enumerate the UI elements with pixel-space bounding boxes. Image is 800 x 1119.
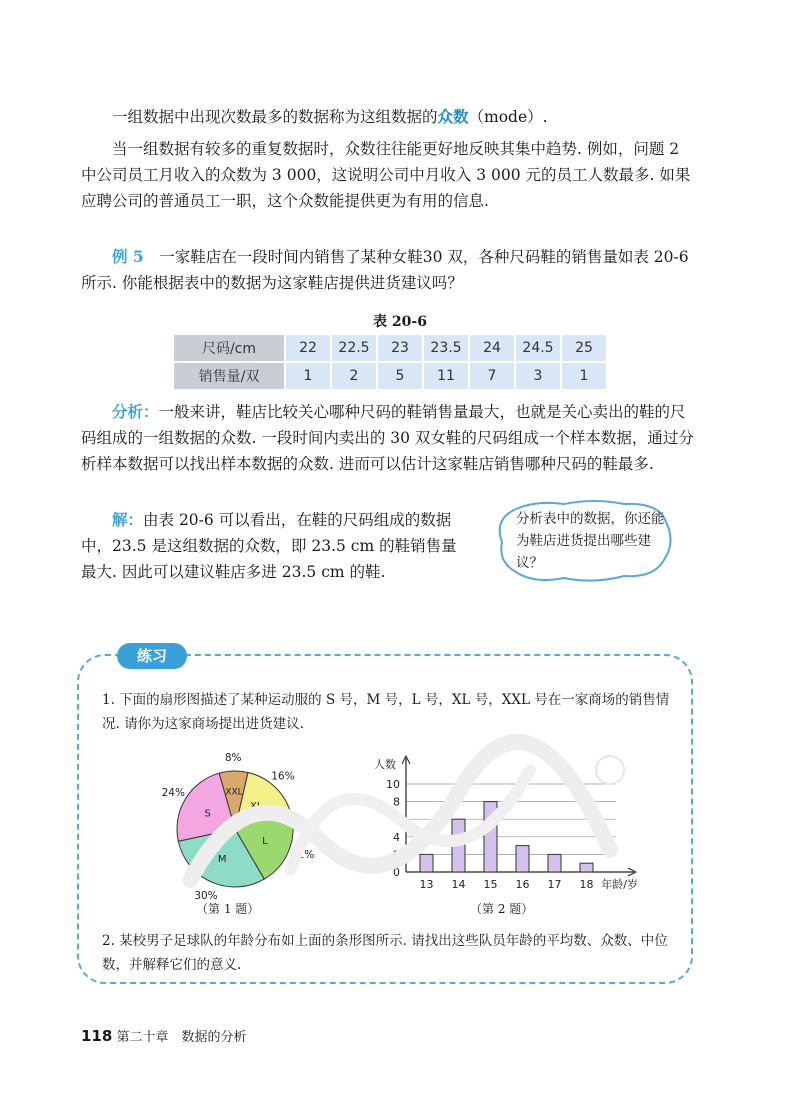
solution-label: 解： — [112, 510, 144, 529]
slice-label: XXL — [225, 787, 243, 798]
example-label: 例 5 — [112, 247, 144, 266]
row-header-size: 尺码/cm — [174, 335, 284, 361]
bubble-text: 分析表中的数据，你还能为鞋店进货提出哪些建议？ — [516, 511, 665, 571]
slice-percent-label: 30% — [194, 889, 218, 902]
y-tick-label: 10 — [386, 778, 400, 791]
table-row — [174, 335, 606, 361]
x-tick-label: 13 — [419, 878, 434, 891]
exercise-q1: 1. 下面的扇形图描述了某种运动服的 S 号，M 号，L 号，XL 号，XXL 号在一家商场的销售情况. 请你为这家商场提出进货建议. — [102, 692, 670, 732]
table-cell: 24.5 — [516, 335, 560, 361]
publisher-watermark — [170, 730, 640, 900]
slice-percent-label: 16% — [271, 770, 295, 783]
table-cell: 3 — [516, 363, 560, 389]
table-cell: 2 — [332, 363, 376, 389]
size-sales-table — [172, 333, 608, 391]
table-cell: 24 — [470, 335, 514, 361]
definition-suffix: （mode）. — [468, 108, 548, 126]
table-row — [174, 363, 606, 389]
mode-definition — [81, 104, 721, 130]
chapter-title: 第二十章 数据的分析 — [116, 1030, 247, 1045]
table-cell: 22.5 — [332, 335, 376, 361]
mode-explanation: 当一组数据有较多的重复数据时，众数往往能更好地反映其集中趋势. 例如，问题 2 中公司员工月收入的众数为 3 000，这说明公司中月收入 3 000 元的员工人数最多. 如果应聘公司的普通员工一职，这个众数能提供更为有用的信息. — [81, 140, 691, 210]
slice-label: M — [217, 854, 227, 866]
x-tick-label: 14 — [451, 878, 466, 891]
exercise-tag: 练习 — [117, 643, 187, 669]
page-footer — [81, 1026, 246, 1045]
table-cell: 5 — [378, 363, 422, 389]
table-cell: 23 — [378, 335, 422, 361]
slice-percent-label: 24% — [161, 786, 185, 799]
term-mode: 众数 — [437, 107, 469, 126]
y-tick-label: 4 — [393, 830, 400, 844]
slice-percent-label: 22% — [290, 848, 315, 861]
chart2-caption: （第 2 题） — [470, 902, 534, 916]
y-tick-label: 0 — [393, 866, 400, 879]
example-5 — [81, 244, 695, 296]
page-number: 118 — [81, 1027, 113, 1045]
x-tick-label: 18 — [579, 878, 594, 891]
analysis-label: 分析： — [112, 402, 159, 421]
x-tick-label: 15 — [483, 878, 498, 891]
table-cell: 1 — [286, 363, 330, 389]
slice-label: XL — [250, 801, 263, 813]
table-caption: 表 20-6 — [373, 314, 427, 330]
y-tick-label: 2 — [393, 848, 400, 862]
table-cell: 22 — [286, 335, 330, 361]
exercise-q2: 2. 某校男子足球队的年龄分布如上面的条形图所示. 请找出这些队员年龄的平均数、众数、中位数，并解释它们的意义. — [102, 933, 668, 973]
analysis — [81, 399, 695, 477]
table-cell: 7 — [470, 363, 514, 389]
slice-percent-label: 8% — [224, 752, 242, 765]
solution — [81, 507, 471, 585]
x-tick-label: 17 — [547, 878, 562, 891]
slice-label: L — [262, 835, 268, 847]
table-cell: 1 — [562, 363, 606, 389]
x-tick-label: 16 — [515, 878, 530, 891]
table-cell: 23.5 — [424, 335, 468, 361]
solution-text: 由表 20-6 可以看出，在鞋的尺码组成的数据中，23.5 是这组数据的众数，即 23.5 cm 的鞋销售量最大. 因此可以建议鞋店多进 23.5 cm 的鞋. — [81, 511, 457, 581]
y-tick-label: 6 — [393, 813, 400, 827]
y-tick-label: 8 — [393, 795, 400, 809]
chart1-caption: （第 1 题） — [196, 902, 260, 916]
slice-label: S — [204, 808, 211, 820]
analysis-text: 一般来讲，鞋店比较关心哪种尺码的鞋销售量最大，也就是关心卖出的鞋的尺码组成的一组数据的众数. 一段时间内卖出的 30 双女鞋的尺码组成一个样本数据，通过分析样本数据可以找出样本数据的众数. 进而可以估计这家鞋店销售哪种尺码的鞋最多. — [81, 403, 694, 473]
definition-text: 一组数据中出现次数最多的数据称为这组数据的 — [112, 108, 438, 126]
table-cell: 11 — [424, 363, 468, 389]
y-axis-label: 人数 — [374, 758, 396, 771]
row-header-sales: 销售量/双 — [174, 363, 284, 389]
example-text: 一家鞋店在一段时间内销售了某种女鞋30 双，各种尺码鞋的销售量如表 20-6 所示. 你能根据表中的数据为这家鞋店提供进货建议吗？ — [81, 248, 689, 292]
table-cell: 25 — [562, 335, 606, 361]
x-axis-label: 年龄/岁 — [601, 878, 638, 891]
